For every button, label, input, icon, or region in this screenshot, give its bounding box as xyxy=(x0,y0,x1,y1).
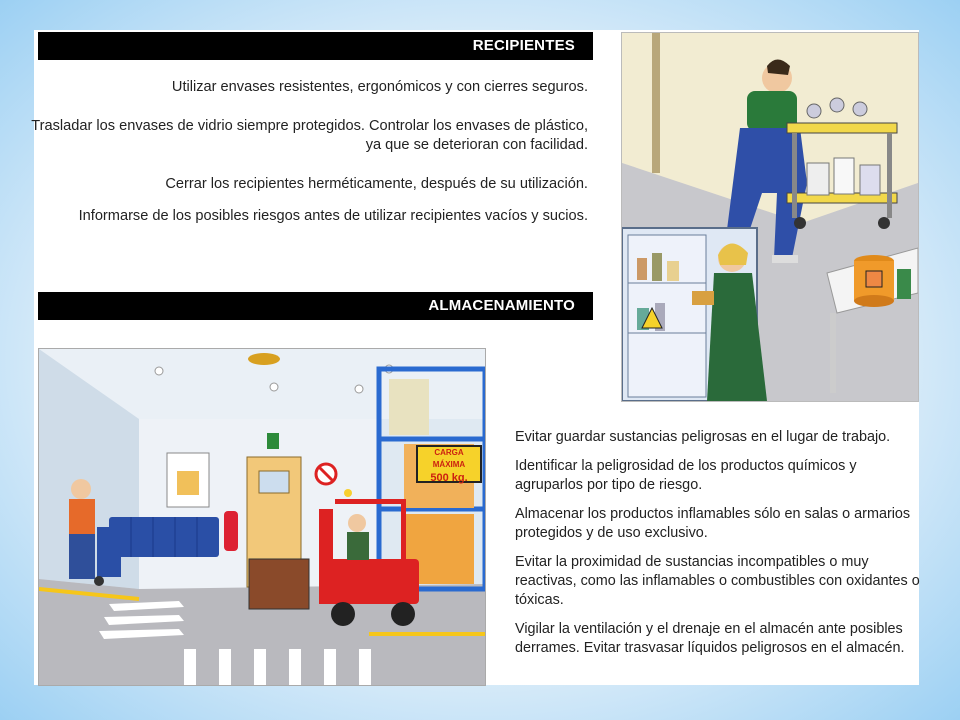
recipientes-header: RECIPIENTES xyxy=(38,32,593,60)
carga-maxima-value: 500 kg. xyxy=(430,472,468,484)
almacenamiento-item: Evitar la proximidad de sustancias incompatibles o muy reactivas, como las inflamables o combustibles con oxidantes o tóxicas. xyxy=(515,554,920,608)
almacenamiento-list xyxy=(515,428,920,668)
recipientes-line-3: ya que se deterioran con facilidad. xyxy=(365,137,588,153)
almacenamiento-item: Identificar la peligrosidad de los productos químicos y agruparlos por tipo de riesgo. xyxy=(515,458,857,493)
almacenamiento-header: ALMACENAMIENTO xyxy=(38,292,593,320)
warehouse-illustration xyxy=(38,348,486,686)
lab-illustration xyxy=(621,32,919,402)
lab-scene xyxy=(622,33,918,401)
recipientes-line-5: Informarse de los posibles riesgos antes de utilizar recipientes vacíos y sucios. xyxy=(78,208,588,224)
recipientes-line-1: Utilizar envases resistentes, ergonómicos y con cierres seguros. xyxy=(171,79,588,95)
carga-maxima-label: CARGA MÁXIMA xyxy=(432,448,466,469)
recipientes-line-2: Trasladar los envases de vidrio siempre protegidos. Controlar los envases de plástico, xyxy=(31,118,588,134)
carga-maxima-sign xyxy=(416,445,482,483)
recipientes-line-4: Cerrar los recipientes herméticamente, después de su utilización. xyxy=(165,176,588,192)
almacenamiento-item: Vigilar la ventilación y el drenaje en el almacén ante posibles derrames. Evitar trasvasar líquidos peligrosos en el almacén. xyxy=(515,621,905,656)
almacenamiento-item: Almacenar los productos inflamables sólo en salas o armarios protegidos y de uso exclusivo. xyxy=(515,506,911,541)
almacenamiento-item: Evitar guardar sustancias peligrosas en el lugar de trabajo. xyxy=(515,429,891,445)
warehouse-scene xyxy=(39,349,485,685)
